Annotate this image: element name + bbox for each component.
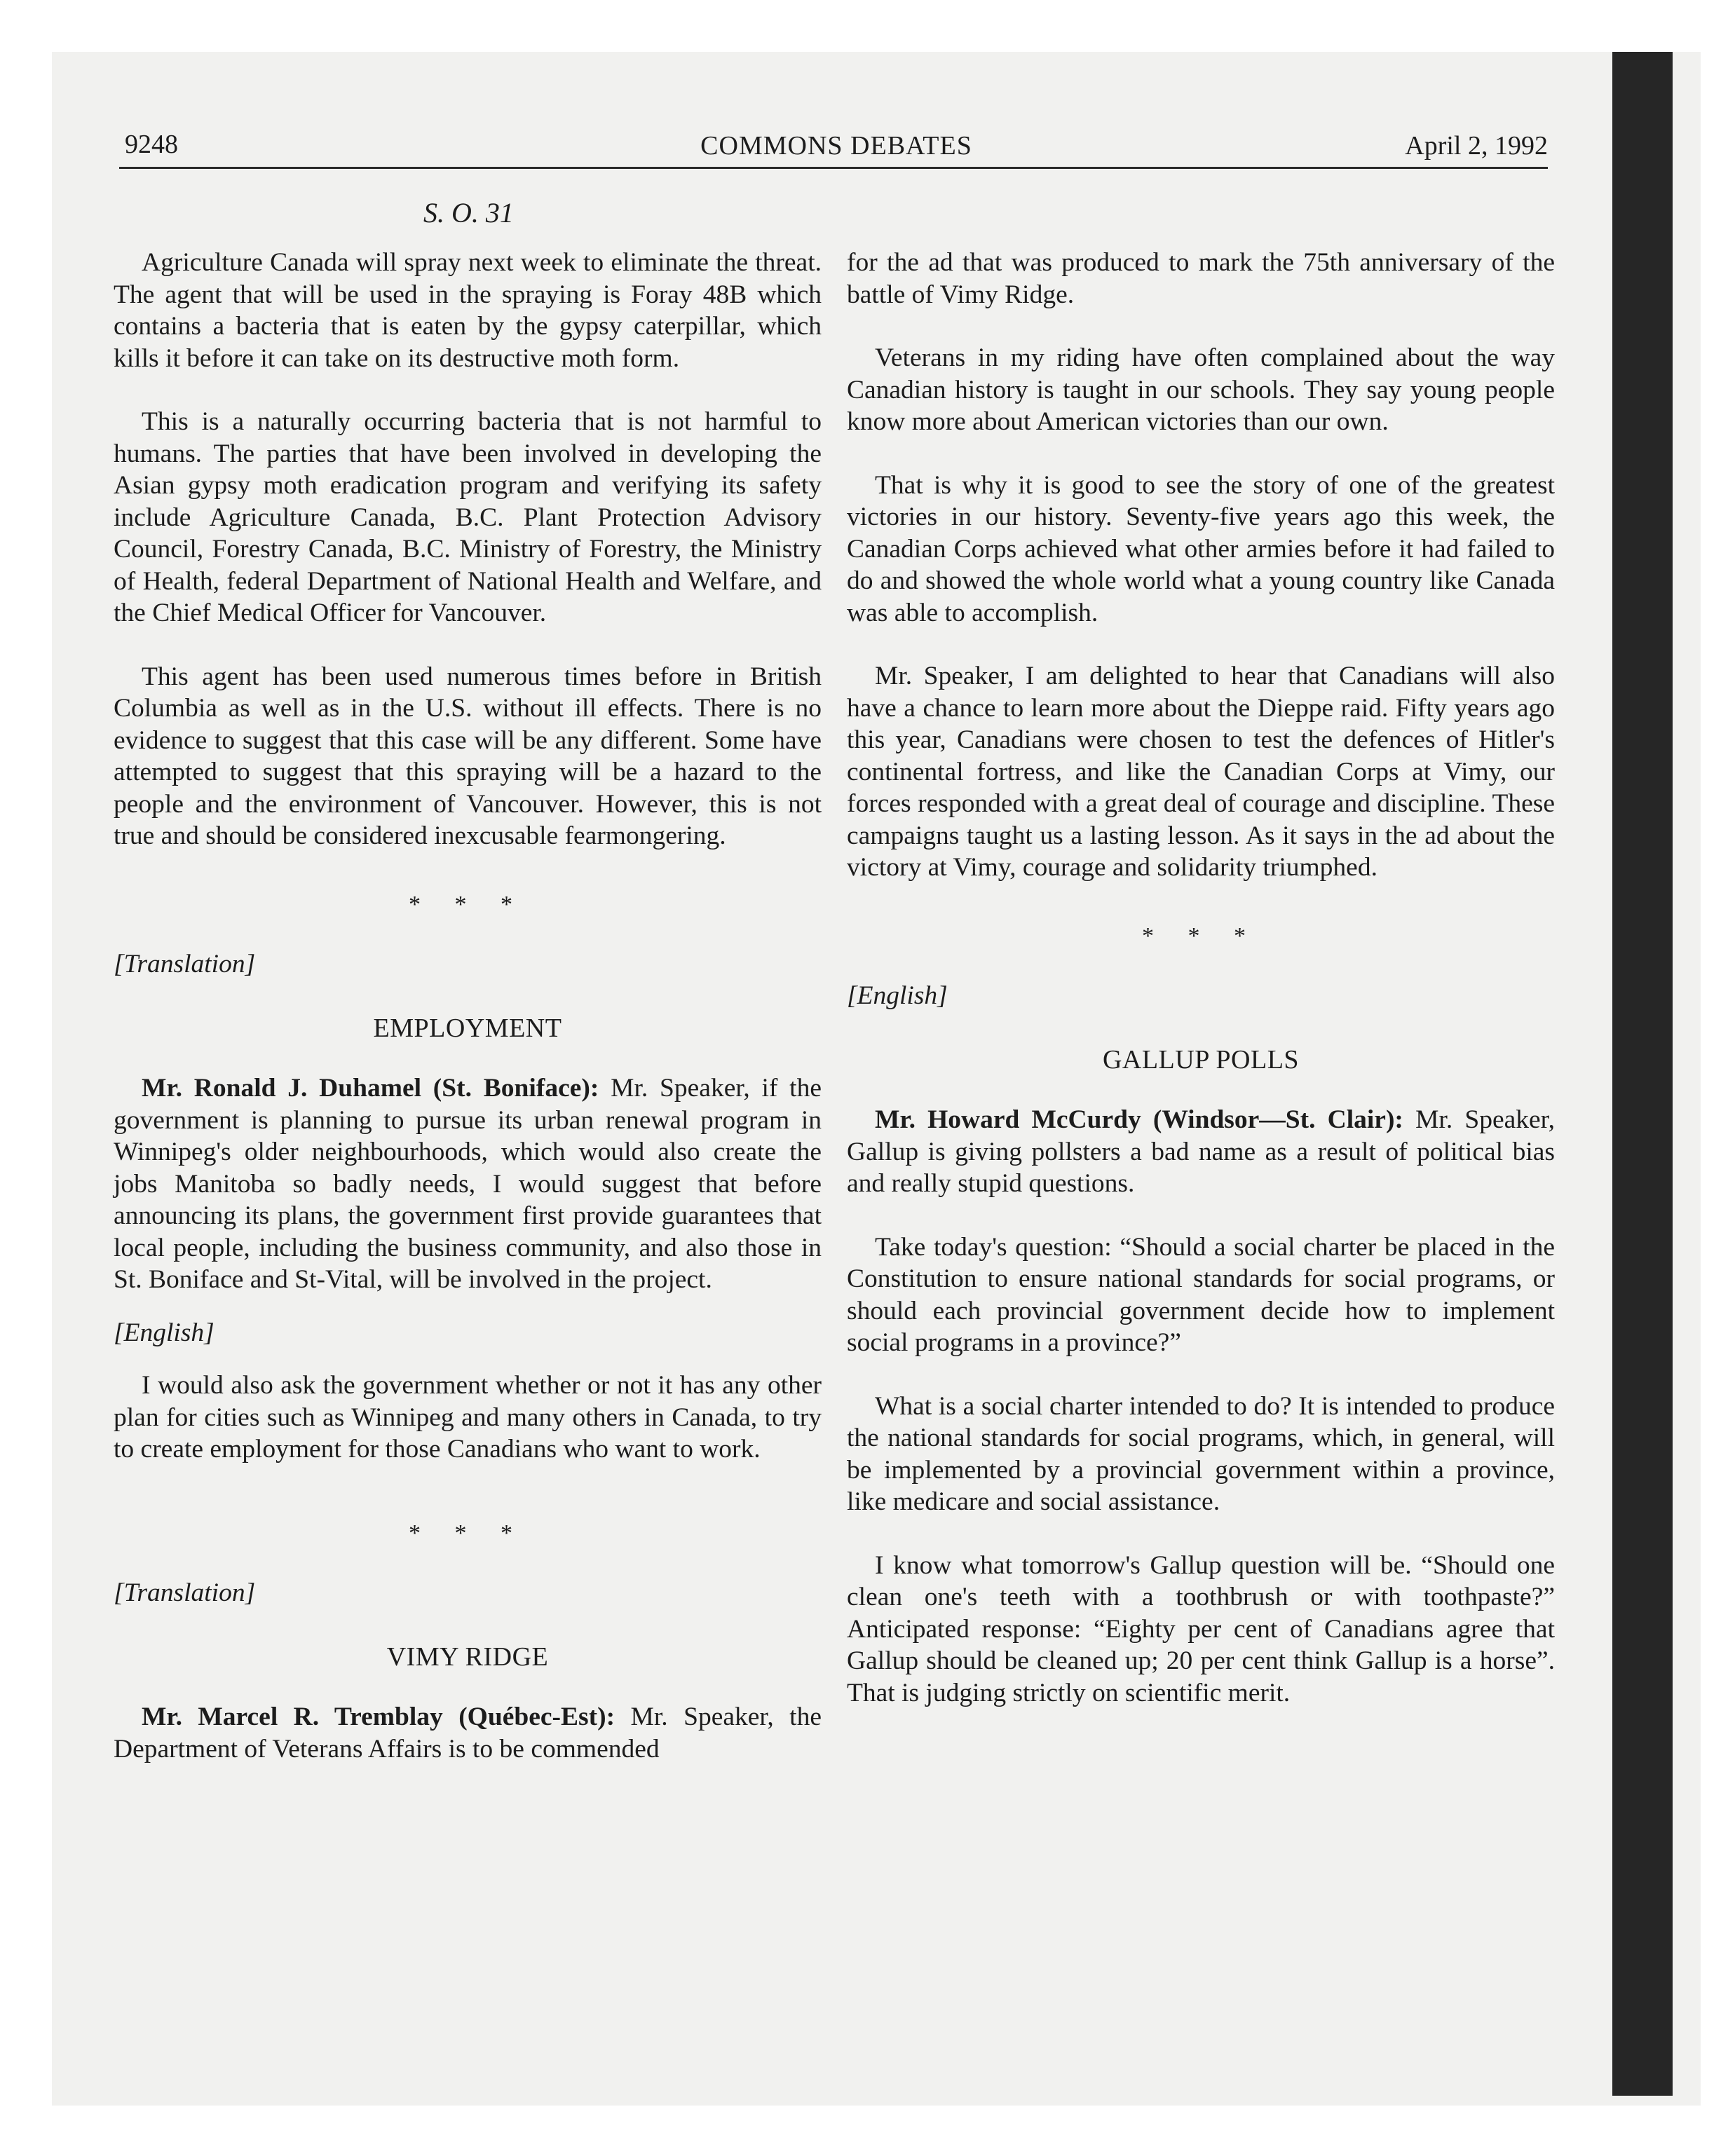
paragraph: I know what tomorrow's Gallup question will be. “Should one clean one's teeth with a toothbrush or with toothpaste?” Anticipated response: “Eighty per cent of Canadians agree that Gallup should be cleaned up; 20 per cent think Gallup is a horse”. That is judging strictly on scientific merit.: [847, 1550, 1555, 1707]
speaker-name: Mr. Marcel R. Tremblay (Québec-Est):: [142, 1703, 615, 1731]
language-marker: [English]: [114, 1318, 215, 1347]
paragraph: What is a social charter intended to do? It is intended to produce the national standards for social programs, which, in general, will be implemented by a provincial government within a province, like medicare and social assistance.: [847, 1391, 1555, 1516]
speaker-name: Mr. Ronald J. Duhamel (St. Boniface):: [142, 1074, 599, 1103]
speech-text: Mr. Speaker, if the government is planning to pursue its urban renewal program in Winnipeg's older neighbourhoods, which would also create the jobs Manitoba so badly needs, I would suggest that before announcing its plans, the government first provide guarantees that local people, including the business community, and also those in St. Boniface and St-Vital, will be involved in the project.: [114, 1074, 822, 1294]
section-title-gallup-polls: GALLUP POLLS: [1102, 1044, 1300, 1074]
speech-text: Mr. Speaker, Gallup is giving pollsters a bad name as a result of political bias and really stupid questions.: [847, 1105, 1555, 1198]
paragraph: Agriculture Canada will spray next week to eliminate the threat. The agent that will be used in the spraying is Foray 48B which contains a bacteria that is eaten by the gypsy caterpillar, which kills it before it can take on its destructive moth form.: [114, 248, 822, 373]
section-separator: * * *: [1142, 922, 1260, 949]
paragraph: This agent has been used numerous times before in British Columbia as well as in the U.S. without ill effects. There is no evidence to suggest that this case will be any different. Some have attempted to suggest that this spraying will be a hazard to the people and the environment of Vancouver. However, this is not true and should be considered inexcusable fearmongering.: [114, 662, 822, 850]
publication-date: April 2, 1992: [1405, 131, 1548, 161]
standing-order-reference: S. O. 31: [423, 197, 514, 228]
paragraph: Veterans in my riding have often complained about the way Canadian history is taught in our schools. They say young people know more about American victories than our own.: [847, 343, 1555, 436]
speaker-name: Mr. Howard McCurdy (Windsor—St. Clair):: [875, 1105, 1403, 1134]
speech-text: Mr. Speaker, the Department of Veterans Affairs is to be commended: [114, 1703, 822, 1763]
scan-border: [1612, 52, 1673, 2096]
left-column: [114, 247, 822, 1765]
language-marker: [English]: [847, 981, 948, 1010]
paragraph: for the ad that was produced to mark the 75th anniversary of the battle of Vimy Ridge.: [847, 248, 1555, 309]
paragraph: Mr. Speaker, I am delighted to hear that Canadians will also have a chance to learn more about the Dieppe raid. Fifty years ago this year, Canadians were chosen to test the defences of Hitler's continental fortress, and like the Canadian Corps at Vimy, our forces responded with a great deal of courage and discipline. These campaigns taught us a lasting lesson. As it says in the ad about the victory at Vimy, courage and solidarity triumphed.: [847, 662, 1555, 882]
paragraph: This is a naturally occurring bacteria that is not harmful to humans. The parties that have been involved in developing the Asian gypsy moth eradication program and verifying its safety include Agriculture Canada, B.C. Plant Protection Advisory Council, Forestry Canada, B.C. Ministry of Forestry, the Ministry of Health, federal Department of National Health and Welfare, and the Chief Medical Officer for Vancouver.: [114, 407, 822, 627]
language-marker: [Translation]: [114, 1578, 256, 1607]
page-number: 9248: [125, 130, 178, 159]
paragraph: [847, 1104, 1555, 1200]
paragraph: Take today's question: “Should a social charter be placed in the Constitution to ensure national standards for social programs, or should each provincial government decide how to implement social programs in a province?”: [847, 1232, 1555, 1357]
paragraph: [114, 1701, 822, 1765]
paragraph: I would also ask the government whether or not it has any other plan for cities such as Winnipeg and many others in Canada, to try to create employment for those Canadians who want to work.: [114, 1371, 822, 1464]
section-title-employment: EMPLOYMENT: [373, 1013, 562, 1043]
paragraph: That is why it is good to see the story of one of the greatest victories in our history. Seventy-five years ago this week, the Canadian Corps achieved what other armies before it had failed to do and showed the whole world what a young country like Canada was able to accomplish.: [847, 470, 1555, 627]
section-separator: * * *: [409, 891, 526, 917]
right-column: [847, 247, 1555, 1709]
header-rule: [119, 167, 1548, 169]
paragraph: [114, 1072, 822, 1296]
running-header: [125, 126, 1548, 168]
language-marker: [Translation]: [114, 950, 256, 978]
section-title-vimy-ridge: VIMY RIDGE: [386, 1642, 549, 1672]
section-separator: * * *: [409, 1520, 526, 1546]
publication-title: COMMONS DEBATES: [700, 131, 972, 161]
